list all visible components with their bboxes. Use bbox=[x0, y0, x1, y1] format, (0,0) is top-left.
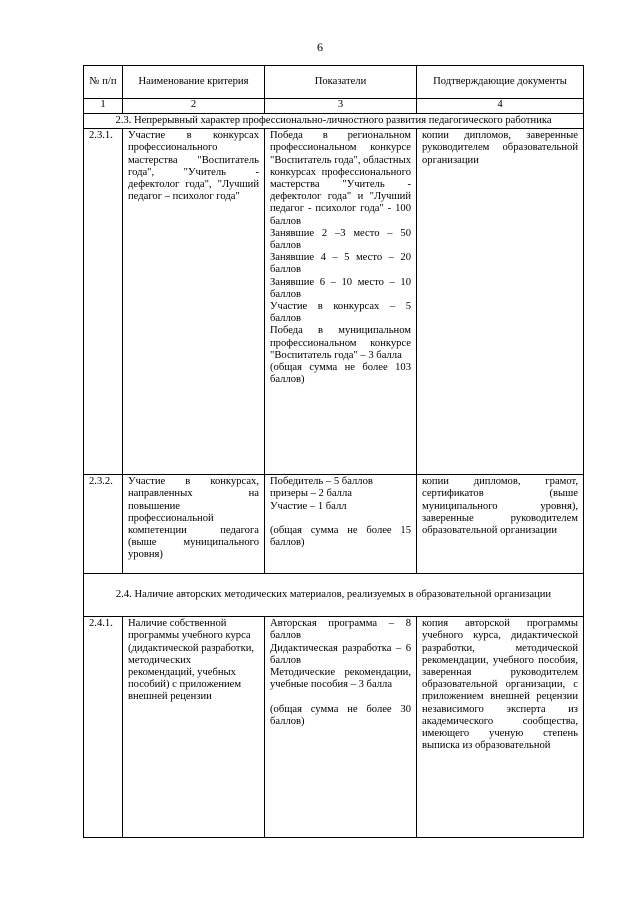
indicators-cell bbox=[265, 129, 417, 475]
header-num: № п/п bbox=[84, 66, 123, 99]
indicator-line: Занявшие 6 – 10 место – 10 баллов bbox=[270, 276, 411, 300]
header-documents: Подтверждающие документы bbox=[417, 66, 584, 99]
row-number: 2.3.1. bbox=[84, 129, 123, 475]
indicators-cell bbox=[265, 475, 417, 574]
indicator-line: Участие в конкурсах – 5 баллов bbox=[270, 301, 411, 325]
row-number: 2.4.1. bbox=[84, 617, 123, 838]
criterion-cell: Наличие собственной программы учебного курса (дидактической разработки, методических рекомендаций, учебных пособий) с приложением внешней рецензии bbox=[123, 617, 265, 838]
indicator-line: Победа в муниципальном профессиональном конкурсе "Воспитатель года" – 3 балла bbox=[270, 325, 411, 361]
indicator-line: (общая сумма не более 15 баллов) bbox=[270, 525, 411, 549]
row-number: 2.3.2. bbox=[84, 475, 123, 574]
column-number: 4 bbox=[417, 99, 584, 114]
table-row bbox=[84, 129, 584, 475]
header-criterion: Наименование критерия bbox=[123, 66, 265, 99]
indicator-line: Занявшие 2 –3 место – 50 баллов bbox=[270, 227, 411, 252]
section-title-2-4: 2.4. Наличие авторских методических материалов, реализуемых в образовательной организации bbox=[84, 574, 584, 617]
table-row bbox=[84, 617, 584, 838]
indicators-cell bbox=[265, 617, 417, 838]
criteria-table bbox=[83, 65, 584, 838]
column-number: 1 bbox=[84, 99, 123, 114]
column-numbers-row bbox=[84, 99, 584, 114]
documents-cell: копии дипломов, грамот, сертификатов (выше муниципального уровня), заверенные руководителем образовательной организации bbox=[417, 475, 584, 574]
indicator-line: Авторская программа – 8 баллов bbox=[270, 618, 411, 642]
header-indicators: Показатели bbox=[265, 66, 417, 99]
indicator-line: Методические рекомендации, учебные пособия – 3 балла bbox=[270, 667, 411, 691]
criterion-cell: Участие в конкурсах, направленных на повышение профессиональной компетенции педагога (выше муниципального уровня) bbox=[123, 475, 265, 574]
page-number: 6 bbox=[317, 40, 323, 54]
documents-cell: копия авторской программы учебного курса, дидактической разработки, методической рекомендации, учебного пособия, заверенная руководителем образовательной организации, с приложением внешней рецензии независимого эксперта из академического сообщества, имеющего ученую степень выписка из образовательной bbox=[417, 617, 584, 838]
indicator-line: Дидактическая разработка – 6 баллов bbox=[270, 642, 411, 666]
indicator-line: (общая сумма не более 30 баллов) bbox=[270, 703, 411, 727]
criterion-cell: Участие в конкурсах профессионального мастерства "Воспитатель года", "Учитель - дефектолог года", "Лучший педагог – психолог года" bbox=[123, 129, 265, 475]
indicator-line: (общая сумма не более 103 баллов) bbox=[270, 362, 411, 386]
column-number: 3 bbox=[265, 99, 417, 114]
table-row bbox=[84, 475, 584, 574]
indicator-line: Победа в региональном профессиональном конкурсе "Воспитатель года", областных конкурсах профессионального мастерства "Учитель - дефектолог года" и "Лучший педагог - психолог года" - 100 баллов bbox=[270, 130, 411, 227]
section-heading-row bbox=[84, 574, 584, 617]
table-header-row bbox=[84, 66, 584, 99]
section-heading-row bbox=[84, 114, 584, 129]
column-number: 2 bbox=[123, 99, 265, 114]
indicator-line: Участие – 1 балл bbox=[270, 500, 347, 512]
indicator-line: призеры – 2 балла bbox=[270, 488, 352, 500]
section-title-2-3: 2.3. Непрерывный характер профессионально-личностного развития педагогического работника bbox=[84, 114, 584, 129]
documents-cell: копии дипломов, заверенные руководителем образовательной организации bbox=[417, 129, 584, 475]
indicator-line: Победитель – 5 баллов bbox=[270, 476, 373, 488]
indicator-line: Занявшие 4 – 5 место – 20 баллов bbox=[270, 252, 411, 276]
